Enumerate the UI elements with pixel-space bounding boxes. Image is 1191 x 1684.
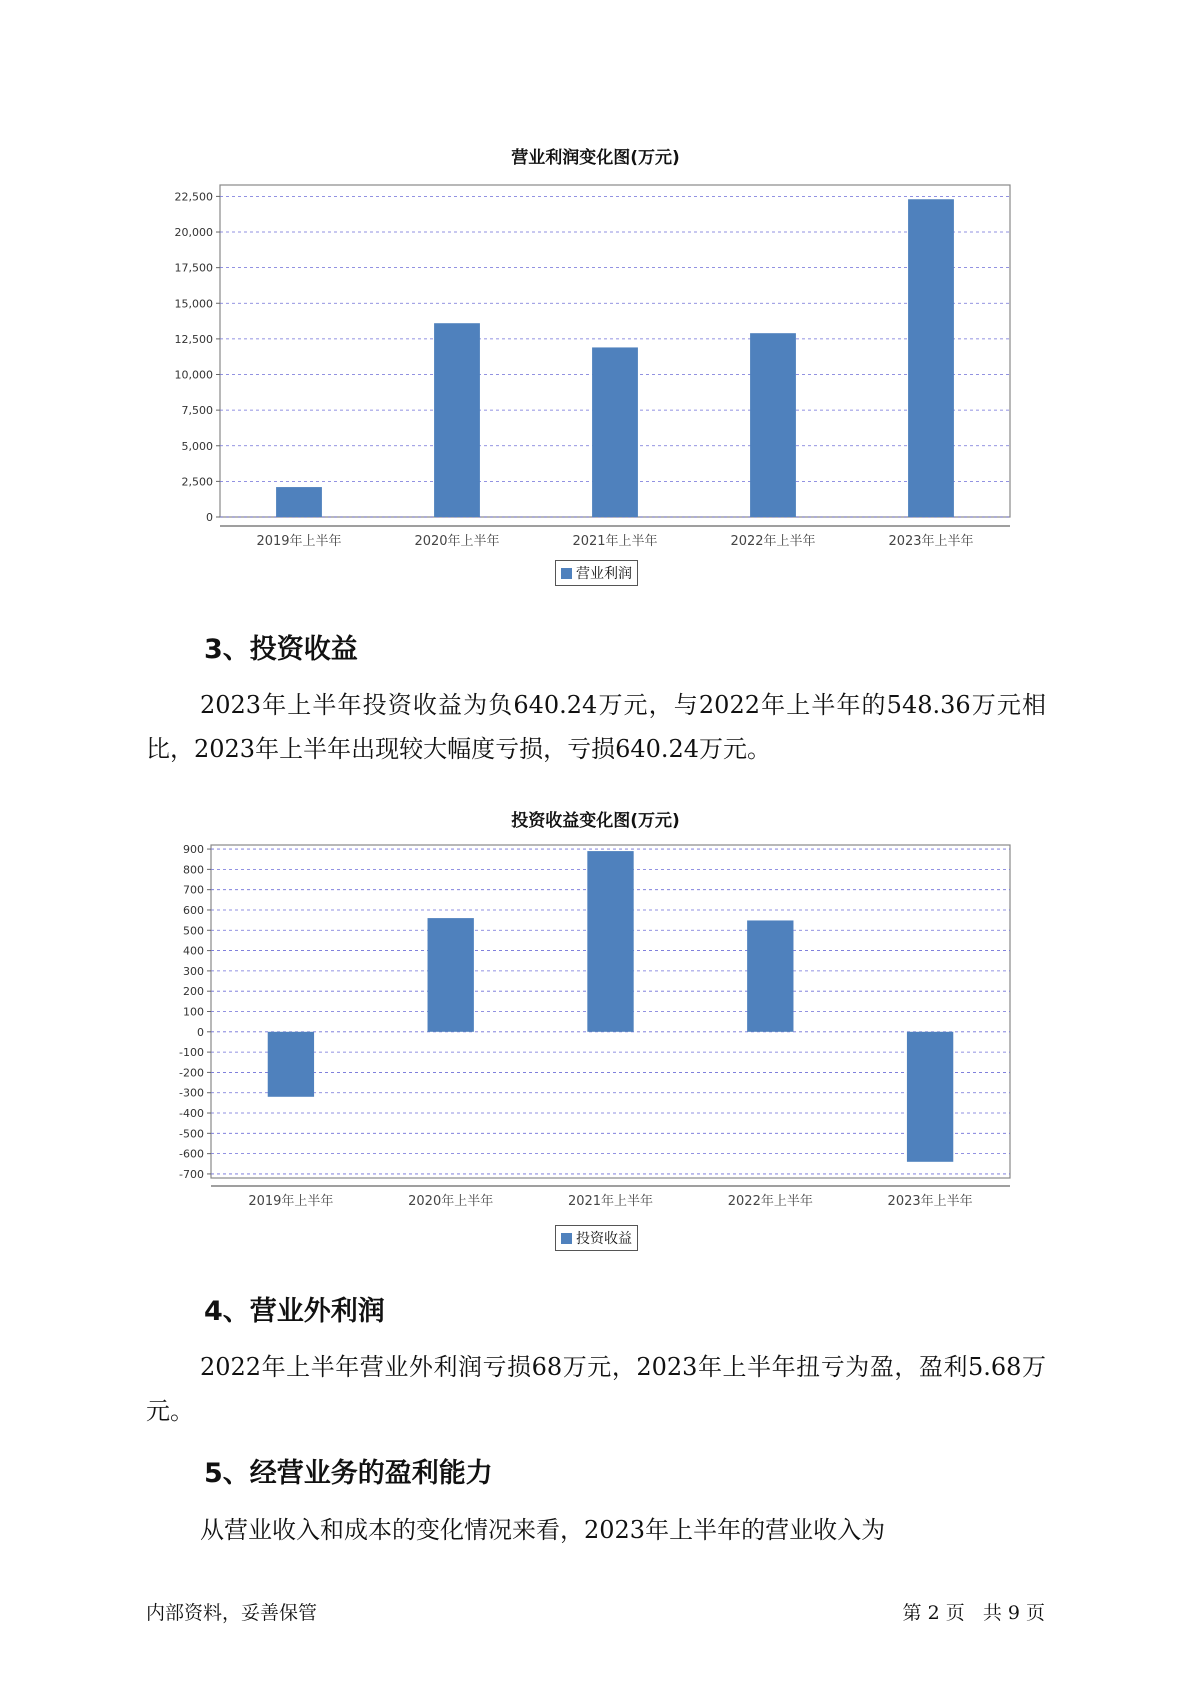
chart-legend-investment-income [555,1225,638,1251]
bar [747,920,793,1031]
y-tick-label: 17,500 [174,261,213,275]
y-tick-label: 800 [183,863,204,877]
y-tick-label: -100 [179,1046,204,1060]
x-tick-label: 2020年上半年 [414,534,500,549]
y-tick-label: 7,500 [181,404,213,418]
investment-income-chart [0,830,1191,1230]
section-heading-investment-income: 3、投资收益 [204,634,358,665]
y-tick-label: -600 [179,1147,204,1161]
footer-page-number: 第 2 页 共 9 页 [902,1602,1045,1624]
y-tick-label: 10,000 [174,368,213,382]
y-tick-label: 12,500 [174,332,213,346]
x-tick-label: 2022年上半年 [730,534,816,549]
y-tick-label: -700 [179,1167,204,1181]
legend-label: 投资收益 [576,1231,632,1247]
y-tick-label: -500 [179,1127,204,1141]
section-text-investment-income: 2023年上半年投资收益为负640.24万元，与2022年上半年的548.36万元相比，2023年上半年出现较大幅度亏损，亏损640.24万元。 [146,691,1046,763]
y-tick-label: 100 [183,1005,204,1019]
legend-swatch [561,1233,572,1244]
section-heading-non-operating-profit: 4、营业外利润 [204,1296,385,1327]
y-tick-label: 15,000 [174,297,213,311]
x-tick-label: 2021年上半年 [572,534,658,549]
y-tick-label: 900 [183,843,204,857]
y-tick-label: -200 [179,1066,204,1080]
y-tick-label: 600 [183,903,204,917]
y-tick-label: 400 [183,944,204,958]
operating-profit-chart [0,160,1191,565]
bar [276,487,322,517]
section-heading-profitability: 5、经营业务的盈利能力 [204,1458,493,1489]
bar [907,1032,953,1162]
bar [592,347,638,517]
chart-title-investment-income: 投资收益变化图(万元) [511,811,680,831]
legend-swatch [561,568,572,579]
x-tick-label: 2019年上半年 [248,1194,334,1209]
section-text-profitability: 从营业收入和成本的变化情况来看，2023年上半年的营业收入为 [200,1516,886,1544]
section-text-non-operating-profit: 2022年上半年营业外利润亏损68万元，2023年上半年扭亏为盈，盈利5.68万元。 [146,1353,1046,1425]
y-tick-label: 20,000 [174,226,213,240]
bar [908,199,954,517]
y-tick-label: 0 [206,511,213,524]
bar [434,323,480,517]
x-tick-label: 2023年上半年 [887,1194,973,1209]
y-tick-label: 5,000 [181,439,213,453]
y-tick-label: 2,500 [181,475,213,489]
bar [750,333,796,517]
x-tick-label: 2022年上半年 [727,1194,813,1209]
bar [428,918,474,1032]
x-tick-label: 2023年上半年 [888,534,974,549]
y-tick-label: -400 [179,1107,204,1121]
x-tick-label: 2020年上半年 [408,1194,494,1209]
legend-label: 营业利润 [576,566,632,582]
chart-title-operating-profit: 营业利润变化图(万元) [511,148,680,168]
y-tick-label: 500 [183,924,204,938]
y-tick-label: 200 [183,985,204,999]
y-tick-label: 300 [183,964,204,978]
y-tick-label: 0 [197,1025,204,1039]
chart-legend-operating-profit [555,560,638,586]
footer-confidential-note: 内部资料，妥善保管 [146,1602,318,1624]
x-tick-label: 2021年上半年 [567,1194,654,1209]
y-tick-label: 22,500 [174,190,213,204]
y-tick-label: -300 [179,1086,204,1100]
y-tick-label: 700 [183,883,204,897]
x-tick-label: 2019年上半年 [256,534,342,549]
bar [587,851,633,1032]
bar [268,1032,314,1097]
